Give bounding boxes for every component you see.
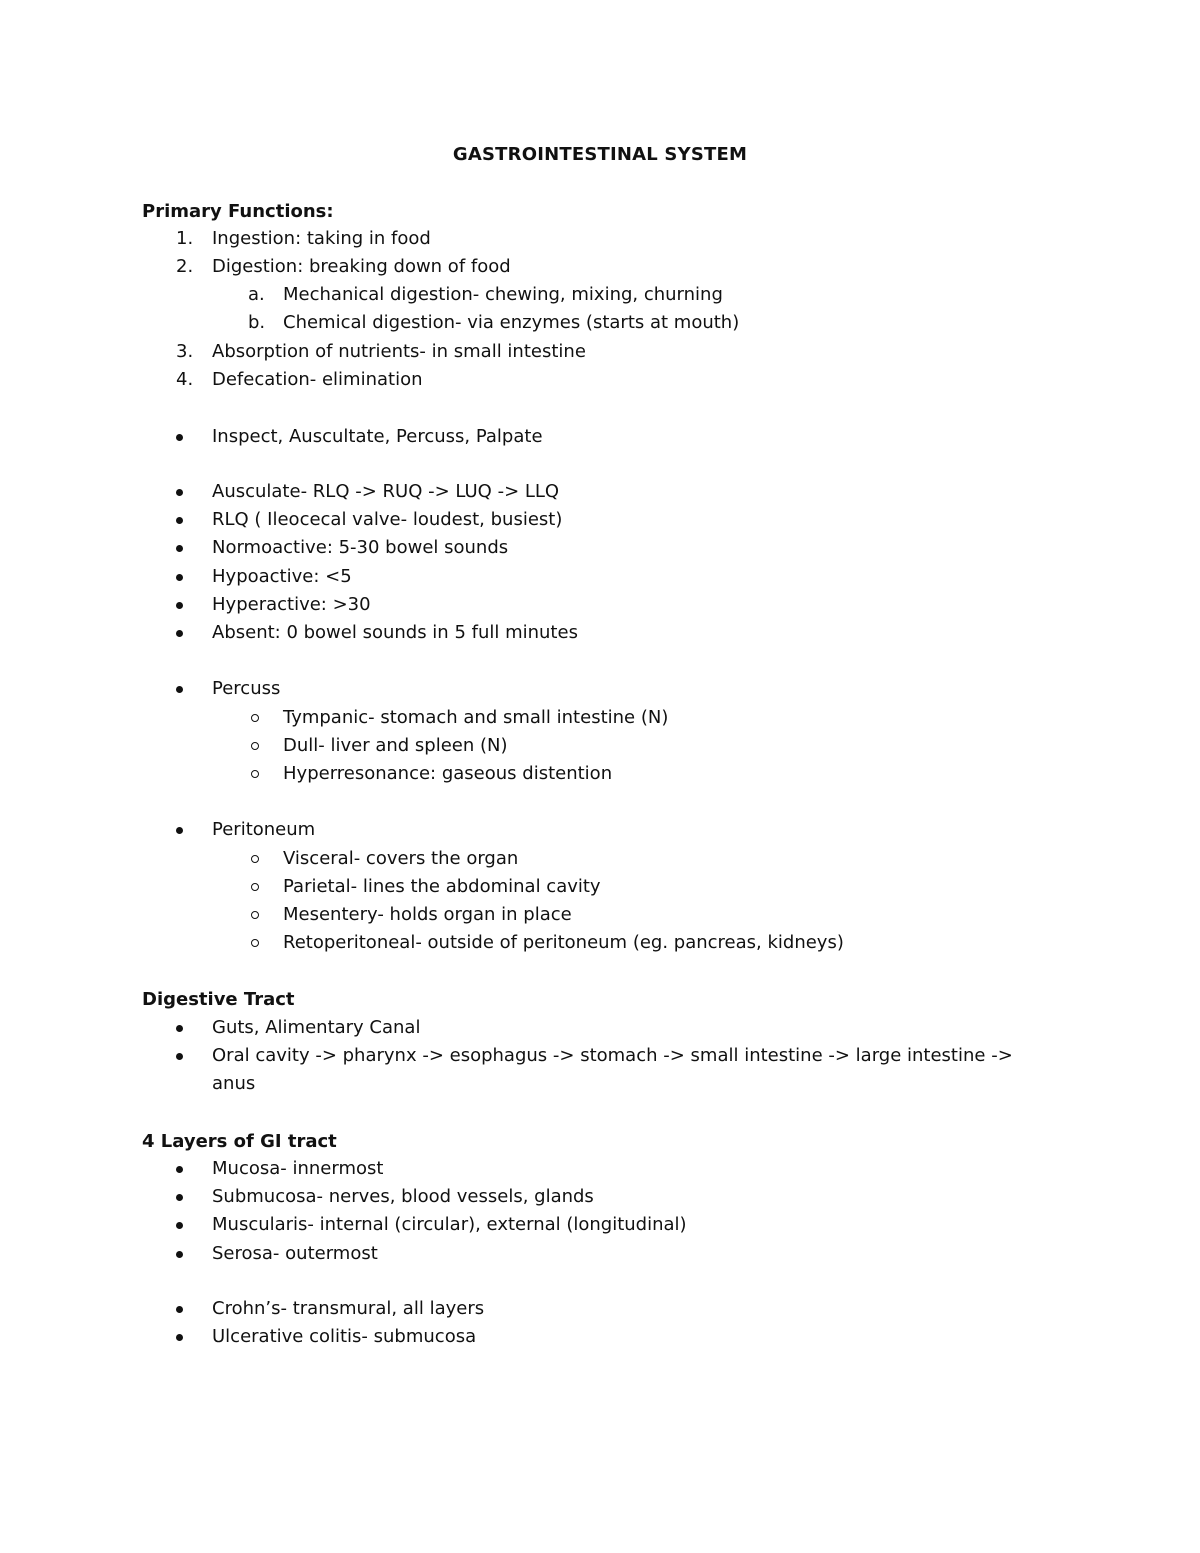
sub-list-item: Retoperitoneal- outside of peritoneum (eg. pancreas, kidneys) bbox=[283, 932, 844, 953]
list-item: Crohn’s- transmural, all layers bbox=[212, 1298, 485, 1319]
list-item: Guts, Alimentary Canal bbox=[212, 1017, 421, 1038]
hollow-bullet-icon bbox=[251, 714, 259, 722]
layers-heading: 4 Layers of GI tract bbox=[142, 1131, 337, 1152]
sub-list-item: Hyperresonance: gaseous distention bbox=[283, 763, 613, 784]
sub-list-item-letter: b. bbox=[248, 312, 266, 333]
sub-list-item: Mesentery- holds organ in place bbox=[283, 904, 572, 925]
list-item: Hyperactive: >30 bbox=[212, 594, 371, 615]
list-item: Mucosa- innermost bbox=[212, 1158, 384, 1179]
hollow-bullet-icon bbox=[251, 911, 259, 919]
assessment-order: Inspect, Auscultate, Percuss, Palpate bbox=[212, 426, 543, 447]
list-item-number: 4. bbox=[176, 369, 194, 390]
list-item-continuation: anus bbox=[212, 1073, 256, 1094]
sub-list-item: Chemical digestion- via enzymes (starts at mouth) bbox=[283, 312, 740, 333]
bullet-icon bbox=[176, 1306, 183, 1313]
hollow-bullet-icon bbox=[251, 883, 259, 891]
list-item: Muscularis- internal (circular), external (longitudinal) bbox=[212, 1214, 687, 1235]
bullet-icon bbox=[176, 630, 183, 637]
bullet-icon bbox=[176, 1053, 183, 1060]
bullet-icon bbox=[176, 827, 183, 834]
list-item: Defecation- elimination bbox=[212, 369, 423, 390]
list-item-number: 3. bbox=[176, 341, 194, 362]
list-item: Absorption of nutrients- in small intestine bbox=[212, 341, 586, 362]
list-item: Serosa- outermost bbox=[212, 1243, 378, 1264]
bullet-icon bbox=[176, 686, 183, 693]
sub-list-item: Tympanic- stomach and small intestine (N) bbox=[283, 707, 669, 728]
sub-list-item: Dull- liver and spleen (N) bbox=[283, 735, 508, 756]
list-item-number: 2. bbox=[176, 256, 194, 277]
hollow-bullet-icon bbox=[251, 855, 259, 863]
list-item: Submucosa- nerves, blood vessels, glands bbox=[212, 1186, 594, 1207]
list-item: RLQ ( Ileocecal valve- loudest, busiest) bbox=[212, 509, 563, 530]
list-item: Normoactive: 5-30 bowel sounds bbox=[212, 537, 509, 558]
bullet-icon bbox=[176, 545, 183, 552]
bullet-icon bbox=[176, 489, 183, 496]
bullet-icon bbox=[176, 517, 183, 524]
bullet-icon bbox=[176, 1334, 183, 1341]
bullet-icon bbox=[176, 1194, 183, 1201]
sub-list-item: Mechanical digestion- chewing, mixing, churning bbox=[283, 284, 723, 305]
list-item: Ulcerative colitis- submucosa bbox=[212, 1326, 477, 1347]
list-item: Oral cavity -> pharynx -> esophagus -> stomach -> small intestine -> large intestine -> bbox=[212, 1045, 1013, 1066]
list-item: Ausculate- RLQ -> RUQ -> LUQ -> LLQ bbox=[212, 481, 560, 502]
hollow-bullet-icon bbox=[251, 742, 259, 750]
document-title: GASTROINTESTINAL SYSTEM bbox=[452, 144, 748, 165]
sub-list-item: Visceral- covers the organ bbox=[283, 848, 519, 869]
list-item: Digestion: breaking down of food bbox=[212, 256, 511, 277]
digestive-tract-heading: Digestive Tract bbox=[142, 989, 295, 1010]
bullet-icon bbox=[176, 574, 183, 581]
hollow-bullet-icon bbox=[251, 939, 259, 947]
list-item: Peritoneum bbox=[212, 819, 316, 840]
bullet-icon bbox=[176, 1025, 183, 1032]
bullet-icon bbox=[176, 602, 183, 609]
bullet-icon bbox=[176, 1166, 183, 1173]
list-item: Hypoactive: <5 bbox=[212, 566, 352, 587]
bullet-icon bbox=[176, 1222, 183, 1229]
sub-list-item-letter: a. bbox=[248, 284, 265, 305]
list-item-number: 1. bbox=[176, 228, 194, 249]
list-item: Percuss bbox=[212, 678, 281, 699]
primary-functions-heading: Primary Functions: bbox=[142, 201, 334, 222]
hollow-bullet-icon bbox=[251, 770, 259, 778]
bullet-icon bbox=[176, 1251, 183, 1258]
sub-list-item: Parietal- lines the abdominal cavity bbox=[283, 876, 601, 897]
bullet-icon bbox=[176, 434, 183, 441]
list-item: Ingestion: taking in food bbox=[212, 228, 431, 249]
list-item: Absent: 0 bowel sounds in 5 full minutes bbox=[212, 622, 578, 643]
